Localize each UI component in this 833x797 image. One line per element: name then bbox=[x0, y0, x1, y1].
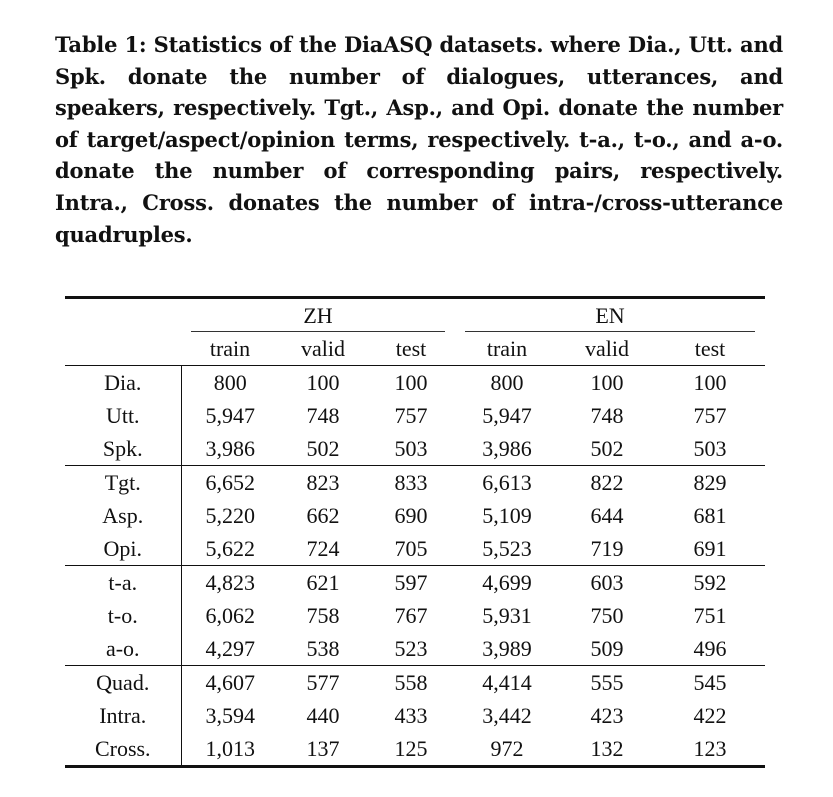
row-label: Utt. bbox=[65, 399, 181, 432]
table-cell: 503 bbox=[394, 435, 428, 461]
row-label: Quad. bbox=[65, 666, 181, 700]
row-label: Cross. bbox=[65, 732, 181, 767]
table-cell: 423 bbox=[590, 702, 624, 728]
table-cell: 558 bbox=[367, 666, 455, 700]
table-cell: 823 bbox=[279, 466, 367, 500]
table-caption bbox=[55, 29, 783, 250]
table-row bbox=[65, 532, 765, 566]
table-row bbox=[65, 599, 765, 632]
table-row bbox=[65, 432, 765, 466]
table-cell: 833 bbox=[367, 466, 455, 500]
table-cell: 750 bbox=[590, 602, 624, 628]
group-header-zh: ZH bbox=[181, 299, 455, 332]
group-header-en: EN bbox=[455, 299, 765, 332]
table-cell: 3,989 bbox=[482, 635, 532, 661]
table-cell: 422 bbox=[693, 702, 727, 728]
table-cell: 577 bbox=[279, 666, 367, 700]
table-cell: 3,986 bbox=[482, 435, 532, 461]
table-cell: 644 bbox=[590, 502, 624, 528]
table-cell: 545 bbox=[655, 666, 765, 700]
table-cell: 509 bbox=[590, 635, 624, 661]
table-cell: 748 bbox=[590, 402, 624, 428]
table-cell: 597 bbox=[367, 566, 455, 600]
table-cell: 705 bbox=[394, 535, 428, 561]
table-cell: 5,220 bbox=[205, 502, 255, 528]
split-header: test bbox=[395, 335, 427, 361]
table-cell: 748 bbox=[306, 402, 340, 428]
table-cell: 5,109 bbox=[482, 502, 532, 528]
table-cell: 503 bbox=[693, 435, 727, 461]
table-cell: 829 bbox=[655, 466, 765, 500]
table-cell: 4,823 bbox=[181, 566, 279, 600]
table-cell: 5,622 bbox=[205, 535, 255, 561]
table-cell: 5,947 bbox=[482, 402, 532, 428]
row-label: Dia. bbox=[65, 366, 181, 400]
table-cell: 4,607 bbox=[181, 666, 279, 700]
caption-line: speakers, respectively. Tgt., Asp., and Opi. donate the number bbox=[55, 95, 783, 121]
table-row bbox=[65, 499, 765, 532]
row-label: Asp. bbox=[65, 499, 181, 532]
caption-line: of target/aspect/opinion terms, respectively. t-a., t-o., and a- bbox=[55, 126, 763, 152]
table-cell: 724 bbox=[306, 535, 340, 561]
table-cell: 4,414 bbox=[455, 666, 559, 700]
row-label: Opi. bbox=[65, 532, 181, 566]
table-cell: 691 bbox=[693, 535, 727, 561]
table-cell: 496 bbox=[693, 635, 727, 661]
table-cell: 621 bbox=[279, 566, 367, 600]
table-cell: 100 bbox=[367, 366, 455, 400]
table-cell: 800 bbox=[455, 366, 559, 400]
table-cell: 132 bbox=[590, 735, 624, 761]
table-cell: 822 bbox=[559, 466, 655, 500]
group-header-row bbox=[65, 299, 765, 332]
row-label: t-a. bbox=[65, 566, 181, 600]
row-label: a-o. bbox=[65, 632, 181, 666]
row-label: t-o. bbox=[65, 599, 181, 632]
caption-line: and Spk. donate the number of dialogues, utterances, and bbox=[55, 32, 783, 89]
table-cell: 4,297 bbox=[205, 635, 255, 661]
caption-line: Intra., Cross. donates the number of intra-/cross-utterance bbox=[55, 189, 783, 215]
table-row bbox=[65, 732, 765, 767]
table-cell: 3,986 bbox=[205, 435, 255, 461]
table-row bbox=[65, 632, 765, 666]
table-cell: 433 bbox=[394, 702, 428, 728]
table-cell: 767 bbox=[394, 602, 428, 628]
split-header: train bbox=[486, 335, 528, 361]
table-cell: 502 bbox=[590, 435, 624, 461]
table-cell: 662 bbox=[306, 502, 340, 528]
table-cell: 123 bbox=[693, 735, 727, 761]
row-label: Intra. bbox=[65, 699, 181, 732]
table-row bbox=[65, 699, 765, 732]
table-cell: 137 bbox=[306, 735, 340, 761]
split-header: valid bbox=[301, 335, 345, 361]
table-cell: 523 bbox=[394, 635, 428, 661]
table-cell: 5,947 bbox=[205, 402, 255, 428]
table-cell: 751 bbox=[693, 602, 727, 628]
table-cell: 100 bbox=[559, 366, 655, 400]
table-cell: 758 bbox=[306, 602, 340, 628]
row-label: Spk. bbox=[65, 432, 181, 466]
table-cell: 555 bbox=[559, 666, 655, 700]
table-cell: 800 bbox=[181, 366, 279, 400]
caption-line: quadruples. bbox=[55, 221, 193, 247]
table-cell: 4,699 bbox=[455, 566, 559, 600]
table-cell: 719 bbox=[590, 535, 624, 561]
split-header: test bbox=[694, 335, 726, 361]
bottom-rule bbox=[65, 767, 765, 769]
table-cell: 1,013 bbox=[205, 735, 255, 761]
table-cell: 6,062 bbox=[205, 602, 255, 628]
split-header: train bbox=[209, 335, 251, 361]
table-cell: 502 bbox=[306, 435, 340, 461]
table-row bbox=[65, 466, 765, 500]
table-cell: 100 bbox=[655, 366, 765, 400]
table-cell: 3,594 bbox=[205, 702, 255, 728]
table-cell: 681 bbox=[693, 502, 727, 528]
table-cell: 592 bbox=[655, 566, 765, 600]
table-cell: 972 bbox=[490, 735, 524, 761]
table-cell: 757 bbox=[394, 402, 428, 428]
table-cell: 6,613 bbox=[455, 466, 559, 500]
table-row bbox=[65, 666, 765, 700]
split-header-row bbox=[65, 332, 765, 366]
table-cell: 757 bbox=[693, 402, 727, 428]
caption-line: o. donate the number of corresponding pairs, respectively. bbox=[55, 126, 783, 184]
table-cell: 125 bbox=[394, 735, 428, 761]
table-row bbox=[65, 366, 765, 400]
caption-line: Table 1: Statistics of the DiaASQ datasets. where Dia., Utt. bbox=[55, 32, 741, 57]
statistics-table bbox=[65, 296, 765, 768]
split-header: valid bbox=[585, 335, 629, 361]
table-cell: 5,931 bbox=[482, 602, 532, 628]
table-cell: 100 bbox=[279, 366, 367, 400]
table-cell: 690 bbox=[394, 502, 428, 528]
table-cell: 5,523 bbox=[482, 535, 532, 561]
table-cell: 603 bbox=[559, 566, 655, 600]
table-cell: 3,442 bbox=[482, 702, 532, 728]
row-label: Tgt. bbox=[65, 466, 181, 500]
table-row bbox=[65, 566, 765, 600]
table-row bbox=[65, 399, 765, 432]
table-cell: 440 bbox=[306, 702, 340, 728]
table-cell: 538 bbox=[306, 635, 340, 661]
table-cell: 6,652 bbox=[181, 466, 279, 500]
